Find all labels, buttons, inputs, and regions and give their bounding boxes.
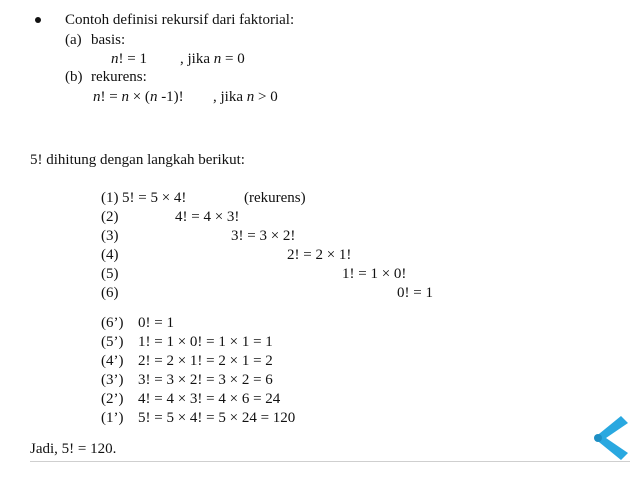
step-expression: 1! = 1 × 0!	[342, 266, 407, 282]
back-step-expression: 1! = 1 × 0! = 1 × 1 = 1	[138, 334, 273, 350]
step-expression: 3! = 3 × 2!	[231, 228, 296, 244]
recurrence-condition: , jika n > 0	[213, 89, 278, 105]
conclusion-text: Jadi, 5! = 120.	[30, 441, 117, 457]
back-step-label: (5’)	[101, 334, 124, 350]
recurrence-text: rekurens:	[91, 69, 147, 85]
back-step-expression: 3! = 3 × 2! = 3 × 2 = 6	[138, 372, 273, 388]
step-expression: 4! = 4 × 3!	[175, 209, 240, 225]
step-label: (2)	[101, 209, 119, 225]
back-step-expression: 2! = 2 × 1! = 2 × 1 = 2	[138, 353, 273, 369]
step-label: (3)	[101, 228, 119, 244]
back-step-label: (6’)	[101, 315, 124, 331]
definition-title: Contoh definisi rekursif dari faktorial:	[65, 12, 295, 28]
bullet-dot	[35, 17, 41, 23]
step-note: (rekurens)	[244, 190, 306, 206]
step-expression: 0! = 1	[397, 285, 433, 301]
back-step-label: (4’)	[101, 353, 124, 369]
recurrence-label: (b)	[65, 69, 83, 85]
intro-text: 5! dihitung dengan langkah berikut:	[30, 152, 245, 168]
bottom-divider	[30, 461, 630, 462]
back-step-expression: 5! = 5 × 4! = 5 × 24 = 120	[138, 410, 296, 426]
recurrence-expression: n! = n × (n -1)!	[93, 89, 184, 105]
step-label: (1)	[101, 190, 119, 206]
base-case-condition: , jika n = 0	[180, 51, 245, 67]
back-step-label: (3’)	[101, 372, 124, 388]
back-step-expression: 0! = 1	[138, 315, 174, 331]
step-expression: 5! = 5 × 4!	[122, 190, 187, 206]
step-label: (5)	[101, 266, 119, 282]
step-expression: 2! = 2 × 1!	[287, 247, 352, 263]
back-step-label: (1’)	[101, 410, 124, 426]
step-label: (4)	[101, 247, 119, 263]
step-label: (6)	[101, 285, 119, 301]
back-step-expression: 4! = 4 × 3! = 4 × 6 = 24	[138, 391, 281, 407]
back-step-label: (2’)	[101, 391, 124, 407]
logo-chevron-icon	[591, 414, 629, 462]
basis-text: basis:	[91, 32, 126, 48]
base-case-expression: n! = 1	[111, 51, 147, 67]
basis-label: (a)	[65, 32, 82, 48]
